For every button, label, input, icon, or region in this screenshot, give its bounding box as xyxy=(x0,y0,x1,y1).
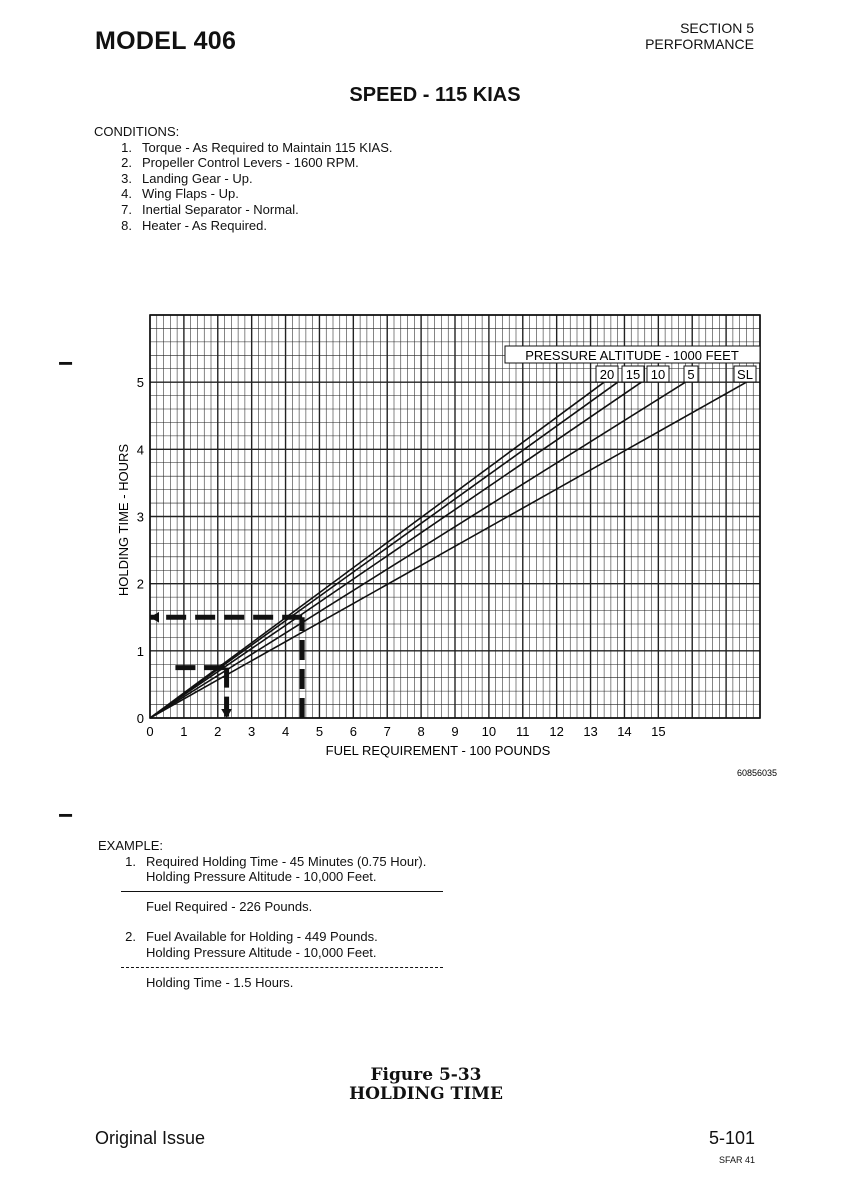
x-tick-label: 11 xyxy=(516,724,530,739)
y-tick-label: 0 xyxy=(136,711,144,726)
x-tick-label: 15 xyxy=(651,724,666,739)
x-tick-label: 10 xyxy=(481,724,497,739)
legend-title: PRESSURE ALTITUDE - 1000 FEET xyxy=(525,348,739,363)
example-item: 2. Fuel Available for Holding - 449 Pounds. Holding Pressure Altitude - 10,000 Feet. xyxy=(98,929,458,960)
model-title: MODEL 406 xyxy=(95,27,237,55)
example-block xyxy=(98,838,458,1005)
x-tick-label: 6 xyxy=(349,724,357,739)
condition-item: 7. Inertial Separator - Normal. xyxy=(121,201,299,217)
series-label: SL xyxy=(737,367,753,382)
axis-ticks xyxy=(137,375,666,739)
divider xyxy=(121,967,443,968)
figure-number: Figure 5-33 xyxy=(370,1065,482,1085)
x-tick-label: 13 xyxy=(583,724,598,739)
example-item: 1. Required Holding Time - 45 Minutes (0.75 Hour). Holding Pressure Altitude - 10,000 Feet. xyxy=(98,854,458,885)
x-tick-label: 14 xyxy=(617,724,632,739)
holding-time-chart xyxy=(95,305,795,785)
condition-item: 3. Landing Gear - Up. xyxy=(121,170,253,186)
y-tick-label: 3 xyxy=(136,509,144,525)
y-tick-label: 1 xyxy=(136,643,144,659)
series-label: 5 xyxy=(687,367,695,382)
x-tick-label: 7 xyxy=(383,724,391,739)
x-tick-label: 9 xyxy=(451,724,459,739)
y-tick-label: 2 xyxy=(136,576,144,592)
condition-item: 8. Heater - As Required. xyxy=(121,217,268,233)
page-number: 5-101 xyxy=(708,1128,755,1148)
divider xyxy=(121,891,443,892)
example-arrowhead xyxy=(221,709,232,718)
binder-mark: − xyxy=(58,800,74,830)
example-line: Holding Pressure Altitude - 10,000 Feet. xyxy=(146,944,377,960)
x-tick-label: 0 xyxy=(146,724,154,739)
example-line: Holding Pressure Altitude - 10,000 Feet. xyxy=(146,869,377,885)
conditions-list xyxy=(94,140,393,234)
y-tick-label: 5 xyxy=(136,375,144,391)
example-line: Required Holding Time - 45 Minutes (0.75 Hour). xyxy=(146,853,427,869)
x-tick-label: 12 xyxy=(549,724,564,739)
y-tick-label: 4 xyxy=(136,442,144,458)
example-result: Holding Time - 1.5 Hours. xyxy=(146,974,294,990)
example-arrowhead xyxy=(150,612,159,623)
example-label: EXAMPLE: xyxy=(98,838,164,853)
example-result: Fuel Required - 226 Pounds. xyxy=(146,898,313,914)
x-tick-label: 8 xyxy=(417,724,425,739)
x-tick-label: 1 xyxy=(180,724,188,739)
conditions-label: CONDITIONS: xyxy=(94,124,180,139)
series-label: 20 xyxy=(599,367,615,382)
y-axis-label: HOLDING TIME - HOURS xyxy=(116,443,131,597)
footer-issue: Original Issue xyxy=(95,1128,206,1148)
x-tick-label: 4 xyxy=(281,724,290,739)
figure-code: 60856035 xyxy=(736,768,777,778)
section-name: PERFORMANCE xyxy=(645,36,754,52)
footer-sfar: SFAR 41 xyxy=(718,1155,755,1165)
condition-item: 2. Propeller Control Levers - 1600 RPM. xyxy=(121,155,359,171)
x-tick-label: 3 xyxy=(248,724,256,739)
condition-item: 1. Torque - As Required to Maintain 115 KIAS. xyxy=(121,139,393,155)
section-header xyxy=(645,20,754,52)
chart-speed-title: SPEED - 115 KIAS xyxy=(349,84,521,106)
binder-mark: − xyxy=(58,348,74,378)
figure-name: HOLDING TIME xyxy=(349,1084,503,1104)
conditions-block xyxy=(94,124,393,233)
x-axis-label: FUEL REQUIREMENT - 100 POUNDS xyxy=(325,743,551,758)
series-line-5 xyxy=(150,382,685,718)
series-label: 10 xyxy=(650,367,666,382)
series-label: 15 xyxy=(625,367,641,382)
x-tick-label: 5 xyxy=(315,724,324,739)
example-line: Fuel Available for Holding - 449 Pounds. xyxy=(146,929,378,945)
x-tick-label: 2 xyxy=(214,724,222,739)
section-number: SECTION 5 xyxy=(680,20,754,36)
figure-caption xyxy=(0,1066,841,1104)
condition-item: 4. Wing Flaps - Up. xyxy=(121,186,239,202)
